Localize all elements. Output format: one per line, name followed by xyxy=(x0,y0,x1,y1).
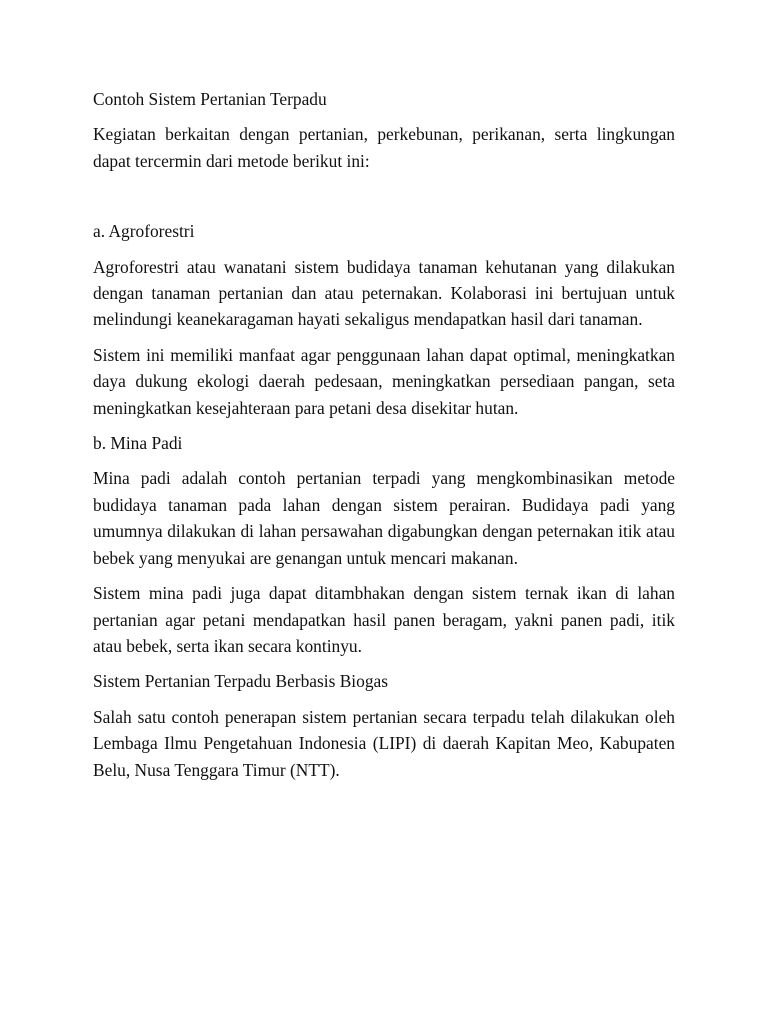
blank-line xyxy=(93,183,675,218)
section-heading-mina-padi: b. Mina Padi xyxy=(93,433,183,454)
intro-paragraph: Kegiatan berkaitan dengan pertanian, perkebunan, perikanan, serta lingkungan dapat tercermin dari metode berikut ini: xyxy=(93,124,675,171)
section-heading-agroforestri: a. Agroforestri xyxy=(93,221,195,242)
section-heading-biogas: Sistem Pertanian Terpadu Berbasis Biogas xyxy=(93,671,389,692)
document-page xyxy=(93,86,675,792)
document-title: Contoh Sistem Pertanian Terpadu xyxy=(93,89,327,109)
biogas-paragraph-1: Salah satu contoh penerapan sistem pertanian secara terpadu telah dilakukan oleh Lembaga Ilmu Pengetahuan Indonesia (LIPI) di daerah Kapitan Meo, Kabupaten Belu, Nusa Tenggara Timur (NTT). xyxy=(93,706,675,780)
mina-padi-paragraph-1: Mina padi adalah contoh pertanian terpadi yang mengkombinasikan metode budidaya tanaman pada lahan dengan sistem perairan. Budidaya padi yang umumnya dilakukan di lahan persawahan digabungkan dengan peternakan itik atau bebek yang menyukai are genangan untuk mencari makanan. xyxy=(93,468,675,568)
agroforestri-paragraph-1: Agroforestri atau wanatani sistem budidaya tanaman kehutanan yang dilakukan dengan tanaman pertanian dan atau peternakan. Kolaborasi ini bertujuan untuk melindungi keanekaragaman hayati sekaligus mendapatkan hasil dari tanaman. xyxy=(93,256,675,330)
agroforestri-paragraph-2: Sistem ini memiliki manfaat agar penggunaan lahan dapat optimal, meningkatkan daya dukung ekologi daerah pedesaan, meningkatkan persediaan pangan, seta meningkatkan kesejahteraan para petani desa disekitar hutan. xyxy=(93,344,675,418)
mina-padi-paragraph-2: Sistem mina padi juga dapat ditambhakan dengan sistem ternak ikan di lahan pertanian agar petani mendapatkan hasil panen beragam, yakni panen padi, itik atau bebek, serta ikan secara kontinyu. xyxy=(93,583,675,656)
